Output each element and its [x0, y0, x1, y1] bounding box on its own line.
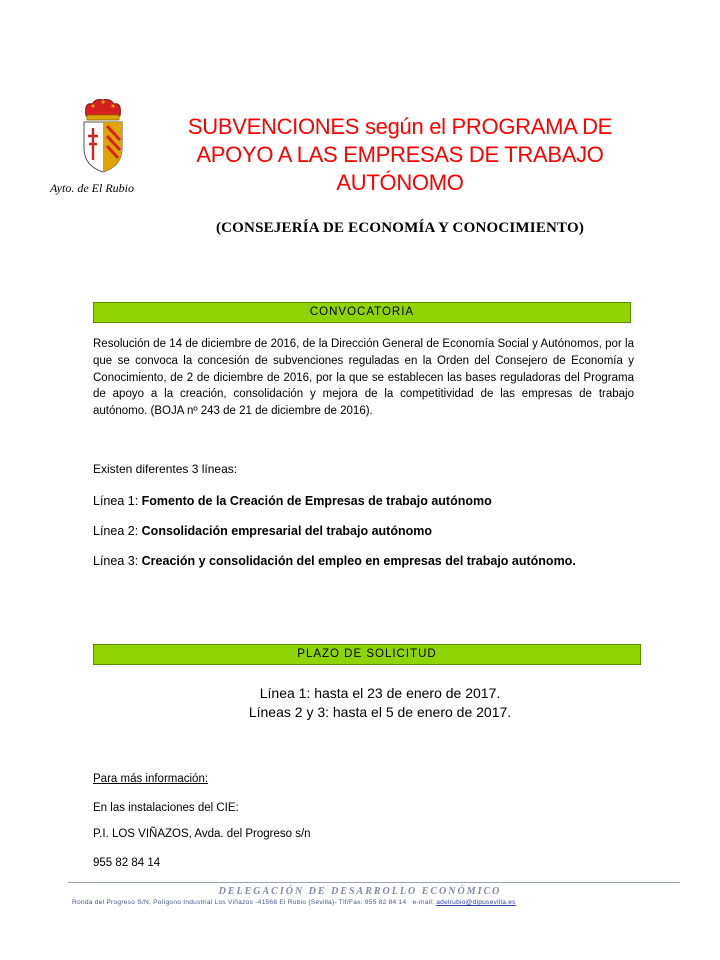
line-label: Línea 1:	[93, 494, 142, 508]
line-text: Creación y consolidación del empleo en empresas del trabajo autónomo.	[141, 554, 576, 568]
line-label: Línea 3:	[93, 554, 142, 568]
lines-intro: Existen diferentes 3 líneas:	[93, 462, 238, 476]
convocatoria-heading: CONVOCATORIA	[93, 302, 631, 323]
footer-department: DELEGACIÓN DE DESARROLLO ECONÓMICO	[218, 886, 502, 897]
footer-address: Ronda del Progreso S/N, Polígono Industrial Los Viñazos -41568 El Rubio (Sevilla)- Tlf/Fax: 955 82 84 14	[72, 899, 407, 906]
line-text: Fomento de la Creación de Empresas de trabajo autónomo	[141, 494, 492, 508]
footer-email-label: e-mail:	[412, 899, 435, 906]
page-title	[150, 113, 650, 197]
list-item	[93, 494, 492, 508]
title-line: AUTÓNOMO	[336, 170, 464, 195]
deadline-line-2: Líneas 2 y 3: hasta el 5 de enero de 2017.	[248, 704, 512, 720]
info-phone: 955 82 84 14	[93, 857, 161, 869]
resolution-text: Resolución de 14 de diciembre de 2016, de la Dirección General de Economía Social y Autónomos, por la que se convoca la concesión de subvenciones reguladas en la Orden del Consejero de Economía y Conocimiento, de 2 de diciembre de 2016, por la que se establecen las bases reguladoras del Programa de apoyo a la creación, consolidación y mejora de la competitividad de las empresas de trabajo autónomo. (BOJA nº 243 de 21 de diciembre de 2016).	[93, 338, 634, 418]
footer-divider	[68, 882, 680, 883]
info-heading: Para más información:	[93, 773, 209, 785]
list-item	[93, 554, 576, 568]
title-line: APOYO A LAS EMPRESAS DE TRABAJO	[196, 142, 604, 167]
info-address: P.I. LOS VIÑAZOS, Avda. del Progreso s/n	[93, 828, 311, 840]
line-text: Consolidación empresarial del trabajo autónomo	[141, 524, 432, 538]
coat-of-arms-icon	[78, 96, 128, 176]
footer-contact	[72, 899, 684, 906]
deadline-line-1: Línea 1: hasta el 23 de enero de 2017.	[259, 685, 501, 701]
footer-email-link[interactable]: adelrubio@dipusevilla.es	[436, 899, 516, 906]
line-label: Línea 2:	[93, 524, 142, 538]
info-place: En las instalaciones del CIE:	[93, 802, 239, 814]
subtitle: (CONSEJERÍA DE ECONOMÍA Y CONOCIMIENTO)	[215, 220, 585, 236]
list-item	[93, 524, 432, 538]
org-label: Ayto. de El Rubio	[50, 181, 134, 195]
deadline-block	[150, 684, 610, 722]
title-line: SUBVENCIONES según el PROGRAMA DE	[187, 114, 613, 139]
plazo-heading: PLAZO DE SOLICITUD	[93, 644, 641, 665]
